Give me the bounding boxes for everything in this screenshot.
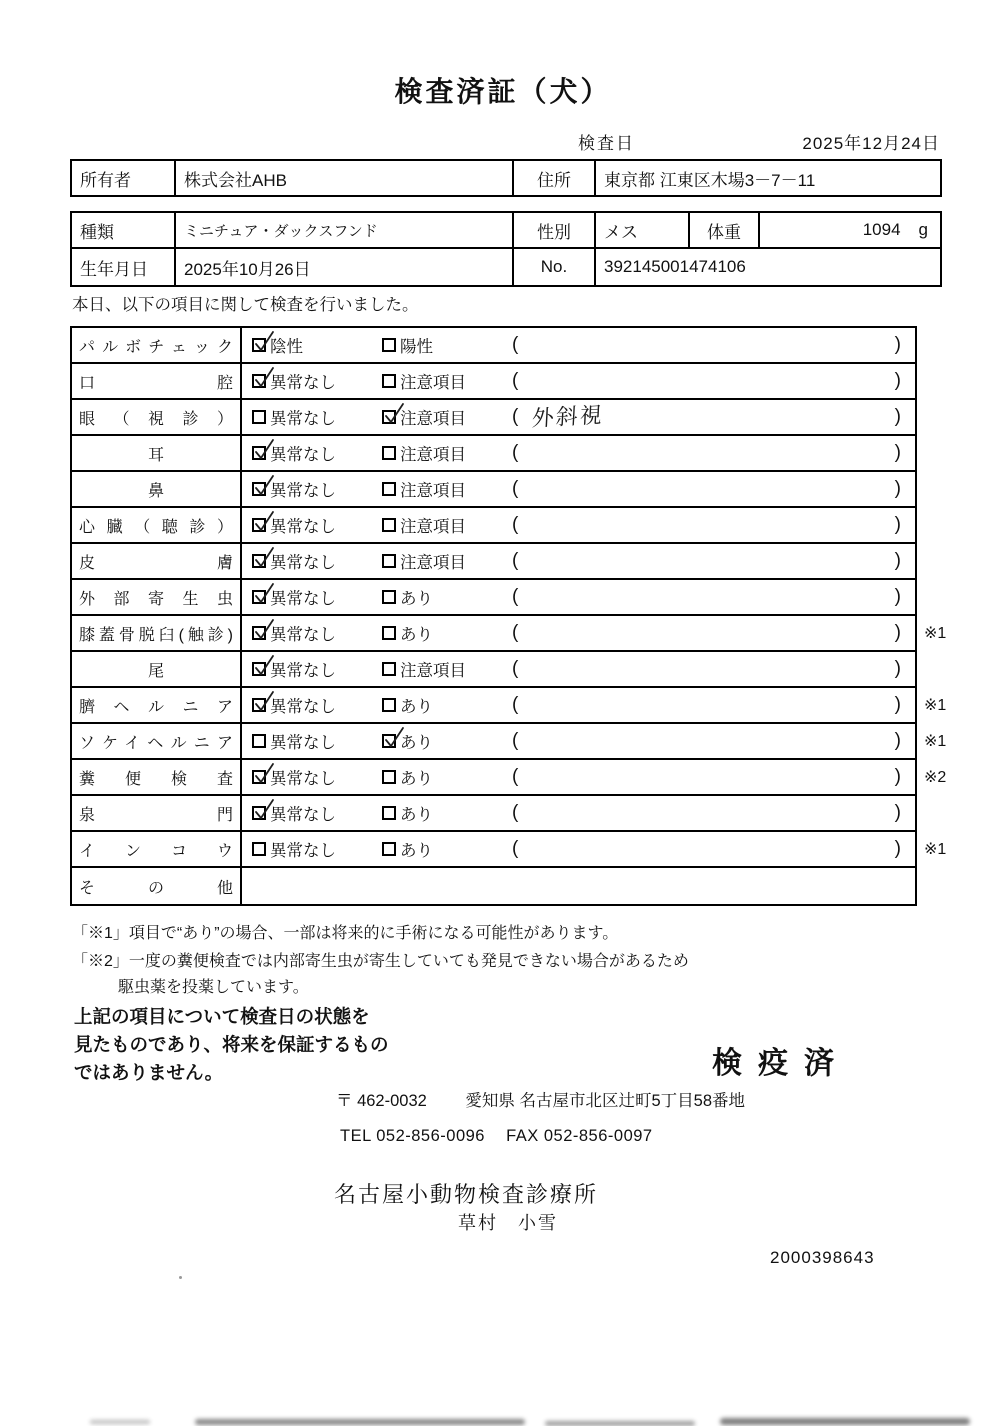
checkbox-checked xyxy=(252,338,266,352)
inspection-option-1 xyxy=(252,369,382,393)
inspection-item-label xyxy=(72,868,242,904)
inspection-row-body xyxy=(242,652,915,686)
checkbox-unchecked xyxy=(382,698,396,712)
scan-artifact xyxy=(545,1421,695,1426)
clinic-name: 名古屋小動物検査診療所 xyxy=(334,1182,599,1207)
inspection-item-label xyxy=(72,652,242,686)
check-mark-icon xyxy=(382,402,406,426)
document-title: 検査済証（犬） xyxy=(394,76,612,107)
inspection-option-1 xyxy=(252,801,382,825)
inspection-option-2 xyxy=(382,513,512,537)
check-mark-icon xyxy=(382,726,406,750)
check-mark-icon xyxy=(252,474,276,498)
inspection-item-label-text: インコウ xyxy=(79,842,233,860)
inspection-row-body xyxy=(242,616,915,650)
handwritten-note xyxy=(532,362,894,381)
checkbox-checked xyxy=(252,374,266,388)
inspection-option-2 xyxy=(382,657,512,681)
inspection-item-label xyxy=(72,760,242,794)
checkbox-label: 陽性 xyxy=(400,338,433,356)
checkbox-label: 異常なし xyxy=(270,482,336,500)
checkbox-checked xyxy=(252,698,266,712)
inspection-row xyxy=(72,832,947,868)
inspection-option-1 xyxy=(252,441,382,465)
check-mark-icon xyxy=(252,654,276,678)
inspection-item-label-text: パルボチェック xyxy=(79,338,233,356)
result-field xyxy=(512,586,915,608)
owner-row xyxy=(72,161,940,195)
checkbox-label: 注意項目 xyxy=(400,374,466,392)
address-value: 東京都 江東区木場3－7－11 xyxy=(594,161,940,195)
inspection-item-label xyxy=(72,400,242,434)
inspection-row-body xyxy=(242,544,915,578)
inspection-row xyxy=(72,544,915,580)
breed-value: ミニチュア・ダックスフンド xyxy=(174,213,512,247)
check-mark-icon xyxy=(252,798,276,822)
handwritten-note xyxy=(532,830,894,849)
inspection-item-label xyxy=(72,436,242,470)
handwritten-note xyxy=(532,650,894,669)
checkbox-checked xyxy=(252,518,266,532)
inspection-row xyxy=(72,868,915,904)
footnote-mark: ※1 xyxy=(924,625,947,642)
checkbox-label: あり xyxy=(400,770,433,788)
checkbox-checked xyxy=(252,806,266,820)
handwritten-note xyxy=(532,614,894,633)
paren-close: ) xyxy=(894,478,901,499)
handwritten-note xyxy=(532,506,894,525)
inspection-row xyxy=(72,688,947,724)
inspection-date-line xyxy=(70,129,942,153)
paren-open: ( xyxy=(512,658,519,679)
inspection-date-value: 2025年12月24日 xyxy=(802,134,940,153)
checkbox-label: 異常なし xyxy=(270,590,336,608)
checkbox-label: 異常なし xyxy=(270,734,336,752)
inspection-row xyxy=(72,616,947,652)
disclaimer-line-2: 見たものであり、将来を保証するもの xyxy=(74,1034,389,1055)
paren-open: ( xyxy=(512,514,519,535)
inspection-row-body xyxy=(242,688,915,722)
clinic-person-name: 草村 小雪 xyxy=(458,1213,558,1233)
inspection-item-label xyxy=(72,796,242,830)
checkbox-label: 異常なし xyxy=(270,842,336,860)
checkbox-label: 注意項目 xyxy=(400,554,466,572)
inspection-item-label-text: 心臓（聴診） xyxy=(79,518,233,536)
inspection-item-label xyxy=(72,616,242,650)
paren-close: ) xyxy=(894,370,901,391)
inspection-item-label xyxy=(72,472,242,506)
checkbox-unchecked xyxy=(252,410,266,424)
no-value: 392145001474106 xyxy=(594,249,940,285)
inspection-option-1 xyxy=(252,477,382,501)
result-field xyxy=(512,802,915,824)
inspection-row-body xyxy=(242,868,915,904)
inspection-row-body xyxy=(242,400,915,434)
result-field xyxy=(512,514,915,536)
scan-artifact xyxy=(195,1419,525,1425)
inspection-item-label-text: 泉門 xyxy=(79,806,233,824)
birthdate-value: 2025年10月26日 xyxy=(174,249,512,285)
inspection-row xyxy=(72,652,915,688)
inspection-option-2 xyxy=(382,837,512,861)
paren-open: ( xyxy=(512,694,519,715)
scan-artifact xyxy=(90,1420,150,1424)
inspection-option-1 xyxy=(252,549,382,573)
paren-close: ) xyxy=(894,442,901,463)
checkbox-label: 異常なし xyxy=(270,662,336,680)
checkbox-unchecked xyxy=(382,770,396,784)
paren-close: ) xyxy=(894,658,901,679)
inspection-item-label-text: 鼻 xyxy=(147,482,164,500)
check-mark-icon xyxy=(252,618,276,642)
clinic-fax: FAX 052-856-0097 xyxy=(506,1127,653,1145)
inspection-option-2 xyxy=(382,585,512,609)
clinic-address-line xyxy=(336,1087,745,1111)
result-field xyxy=(512,442,915,464)
paren-close: ) xyxy=(894,766,901,787)
inspection-item-label-text: ソケイヘルニア xyxy=(79,734,233,752)
checkbox-checked xyxy=(252,482,266,496)
inspection-row xyxy=(72,508,915,544)
check-mark-icon xyxy=(252,366,276,390)
inspection-item-label xyxy=(72,688,242,722)
paren-open: ( xyxy=(512,370,519,391)
checkbox-checked xyxy=(252,446,266,460)
inspection-item-label xyxy=(72,832,242,866)
inspection-option-2 xyxy=(382,441,512,465)
result-field xyxy=(512,766,915,788)
weight-unit: g xyxy=(918,220,928,239)
check-mark-icon xyxy=(252,510,276,534)
footnote-mark: ※2 xyxy=(924,769,947,786)
footnote-mark: ※1 xyxy=(924,841,947,858)
inspection-option-1 xyxy=(252,657,382,681)
inspection-option-1 xyxy=(252,837,382,861)
checkbox-label: あり xyxy=(400,734,433,752)
checkbox-label: 注意項目 xyxy=(400,518,466,536)
paren-close: ) xyxy=(894,802,901,823)
inspection-option-2 xyxy=(382,333,512,357)
result-field xyxy=(512,622,915,644)
inspection-row xyxy=(72,760,947,796)
inspection-option-1 xyxy=(252,585,382,609)
inspection-option-1 xyxy=(252,333,382,357)
inspection-row-body xyxy=(242,796,915,830)
checkbox-unchecked xyxy=(382,446,396,460)
footnote-mark: ※1 xyxy=(924,733,947,750)
inspection-item-label xyxy=(72,508,242,542)
result-field xyxy=(512,658,915,680)
checkbox-label: あり xyxy=(400,806,433,824)
checkbox-unchecked xyxy=(252,842,266,856)
disclaimer-line-1: 上記の項目について検査日の状態を xyxy=(74,1006,370,1027)
inspection-row xyxy=(72,472,915,508)
disclaimer-line-3: ではありません。 xyxy=(74,1062,224,1083)
inspection-item-label-text: 外部寄生虫 xyxy=(79,590,233,608)
checkbox-unchecked xyxy=(382,554,396,568)
checkbox-label: 注意項目 xyxy=(400,482,466,500)
inspection-row-body xyxy=(242,436,915,470)
check-mark-icon xyxy=(252,582,276,606)
checkbox-label: 異常なし xyxy=(270,698,336,716)
handwritten-note xyxy=(532,578,894,597)
scan-speck xyxy=(179,1276,182,1279)
footnote-2-line1: 「※2」一度の糞便検査では内部寄生虫が寄生していても発見できない場合があるため xyxy=(72,953,689,970)
checkbox-unchecked xyxy=(382,518,396,532)
checkbox-unchecked xyxy=(382,482,396,496)
result-field xyxy=(512,694,915,716)
paren-close: ) xyxy=(894,730,901,751)
paren-open: ( xyxy=(512,730,519,751)
checkbox-checked xyxy=(252,662,266,676)
inspection-row xyxy=(72,796,915,832)
inspection-row-body xyxy=(242,328,915,362)
checkbox-label: 異常なし xyxy=(270,518,336,536)
inspection-item-label-text: 皮膚 xyxy=(79,554,233,572)
checkbox-checked xyxy=(252,554,266,568)
clinic-tel: TEL 052-856-0096 xyxy=(340,1127,485,1145)
inspection-option-2 xyxy=(382,549,512,573)
owner-value: 株式会社AHB xyxy=(174,161,512,195)
inspection-option-1 xyxy=(252,729,382,753)
checkbox-unchecked xyxy=(382,662,396,676)
serial-number: 2000398643 xyxy=(770,1248,875,1267)
paren-close: ) xyxy=(894,406,901,427)
clinic-postal-code: 〒 462-0032 xyxy=(336,1092,427,1110)
intro-text: 本日、以下の項目に関して検査を行いました。 xyxy=(72,296,419,314)
inspection-row-body xyxy=(242,472,915,506)
inspection-option-2 xyxy=(382,621,512,645)
inspection-row xyxy=(72,580,915,616)
paren-close: ) xyxy=(894,514,901,535)
inspection-item-label xyxy=(72,580,242,614)
paren-open: ( xyxy=(512,442,519,463)
checkbox-checked xyxy=(252,590,266,604)
checkbox-label: 異常なし xyxy=(270,554,336,572)
result-field xyxy=(512,334,915,356)
breed-row xyxy=(72,213,940,249)
check-mark-icon xyxy=(252,438,276,462)
inspection-row-body xyxy=(242,508,915,542)
handwritten-note xyxy=(532,326,894,345)
checkbox-unchecked xyxy=(382,842,396,856)
inspection-option-2 xyxy=(382,729,512,753)
inspection-option-1 xyxy=(252,765,382,789)
inspection-row-body xyxy=(242,724,915,758)
result-field xyxy=(512,730,915,752)
paren-open: ( xyxy=(512,622,519,643)
checkbox-label: あり xyxy=(400,626,433,644)
footnote-1: 「※1」項目で“あり”の場合、一部は将来的に手術になる可能性があります。 xyxy=(72,925,619,942)
address-label: 住所 xyxy=(512,161,594,195)
birth-row xyxy=(72,249,940,285)
result-field xyxy=(512,402,915,433)
birthdate-label: 生年月日 xyxy=(80,259,148,279)
paren-open: ( xyxy=(512,406,519,427)
result-field xyxy=(512,550,915,572)
inspection-row xyxy=(72,400,915,436)
paren-open: ( xyxy=(512,838,519,859)
handwritten-note xyxy=(532,434,894,453)
weight-cell xyxy=(758,213,940,247)
sex-label: 性別 xyxy=(512,213,594,247)
check-mark-icon xyxy=(252,690,276,714)
inspection-item-label-text: 膝蓋骨脱臼(触診) xyxy=(79,626,233,644)
inspection-item-label-text: 眼（視診） xyxy=(79,410,233,428)
inspection-option-1 xyxy=(252,513,382,537)
checkbox-label: あり xyxy=(400,590,433,608)
weight-value: 1094 xyxy=(862,220,901,239)
owner-table xyxy=(70,159,942,197)
check-mark-icon xyxy=(252,762,276,786)
handwritten-note xyxy=(532,722,894,741)
result-field xyxy=(512,838,915,860)
clinic-address: 愛知県 名古屋市北区辻町5丁目58番地 xyxy=(465,1092,746,1110)
breed-label: 種類 xyxy=(80,222,114,242)
inspection-item-label xyxy=(72,364,242,398)
inspection-item-label-text: 尾 xyxy=(147,662,164,680)
footnote-mark: ※1 xyxy=(924,697,947,714)
inspection-item-label xyxy=(72,328,242,362)
checkbox-checked xyxy=(252,626,266,640)
inspection-item-label-text: 臍ヘルニア xyxy=(79,698,233,716)
checkbox-unchecked xyxy=(252,734,266,748)
checkbox-unchecked xyxy=(382,806,396,820)
paren-close: ) xyxy=(894,550,901,571)
checkbox-label: 注意項目 xyxy=(400,410,466,428)
inspection-option-2 xyxy=(382,693,512,717)
checkbox-label: 注意項目 xyxy=(400,446,466,464)
checkbox-checked xyxy=(252,770,266,784)
checkbox-label: 異常なし xyxy=(270,770,336,788)
scan-artifact xyxy=(720,1418,970,1425)
checkbox-checked xyxy=(382,410,396,424)
footnote-2-line2: 駆虫薬を投薬しています。 xyxy=(118,979,309,996)
paren-open: ( xyxy=(512,802,519,823)
paren-close: ) xyxy=(894,694,901,715)
quarantine-stamp: 検疫済 xyxy=(712,1047,850,1080)
inspection-row xyxy=(72,328,915,364)
paren-close: ) xyxy=(894,838,901,859)
handwritten-note xyxy=(532,794,894,813)
inspection-row-body xyxy=(242,580,915,614)
inspection-item-label xyxy=(72,544,242,578)
sex-value: メス xyxy=(594,213,688,247)
inspection-table xyxy=(70,326,947,906)
inspection-item-label-text: 口腔 xyxy=(79,374,233,392)
paren-close: ) xyxy=(894,334,901,355)
paren-close: ) xyxy=(894,622,901,643)
checkbox-label: あり xyxy=(400,842,433,860)
inspection-item-label-text: 糞便検査 xyxy=(79,770,233,788)
inspection-option-2 xyxy=(382,369,512,393)
clinic-tel-line xyxy=(340,1127,653,1146)
paren-close: ) xyxy=(894,586,901,607)
checkbox-label: 異常なし xyxy=(270,806,336,824)
inspection-option-1 xyxy=(252,693,382,717)
paren-open: ( xyxy=(512,550,519,571)
paren-open: ( xyxy=(512,766,519,787)
inspection-option-1 xyxy=(252,621,382,645)
checkbox-unchecked xyxy=(382,338,396,352)
handwritten-note xyxy=(532,470,894,489)
checkbox-label: 異常なし xyxy=(270,410,336,428)
checkbox-unchecked xyxy=(382,590,396,604)
checkbox-unchecked xyxy=(382,374,396,388)
checkbox-unchecked xyxy=(382,626,396,640)
inspection-option-2 xyxy=(382,405,512,429)
inspection-date-label: 検査日 xyxy=(578,134,635,153)
inspection-item-label xyxy=(72,724,242,758)
weight-label: 体重 xyxy=(688,213,758,247)
handwritten-note xyxy=(532,542,894,561)
inspection-option-2 xyxy=(382,765,512,789)
owner-label: 所有者 xyxy=(80,170,131,190)
checkbox-label: あり xyxy=(400,698,433,716)
handwritten-note xyxy=(532,686,894,705)
inspection-option-1 xyxy=(252,405,382,429)
checkbox-checked xyxy=(382,734,396,748)
inspection-row xyxy=(72,436,915,472)
handwritten-note xyxy=(532,758,894,777)
pet-table xyxy=(70,211,942,287)
no-label: No. xyxy=(512,249,594,285)
checkbox-label: 異常なし xyxy=(270,374,336,392)
checkbox-label: 注意項目 xyxy=(400,662,466,680)
inspection-row-body xyxy=(242,832,915,866)
paren-open: ( xyxy=(512,478,519,499)
inspection-item-label-text: その他 xyxy=(79,879,233,897)
inspection-option-2 xyxy=(382,801,512,825)
handwritten-note: 外斜視 xyxy=(531,402,605,432)
check-mark-icon xyxy=(252,330,276,354)
inspection-row-body xyxy=(242,760,915,794)
inspection-item-label-text: 耳 xyxy=(147,446,164,464)
paren-open: ( xyxy=(512,334,519,355)
inspection-row xyxy=(72,724,947,760)
result-field xyxy=(512,478,915,500)
checkbox-label: 異常なし xyxy=(270,626,336,644)
paren-open: ( xyxy=(512,586,519,607)
checkbox-label: 陰性 xyxy=(270,338,303,356)
inspection-option-2 xyxy=(382,477,512,501)
checkbox-label: 異常なし xyxy=(270,446,336,464)
check-mark-icon xyxy=(252,546,276,570)
